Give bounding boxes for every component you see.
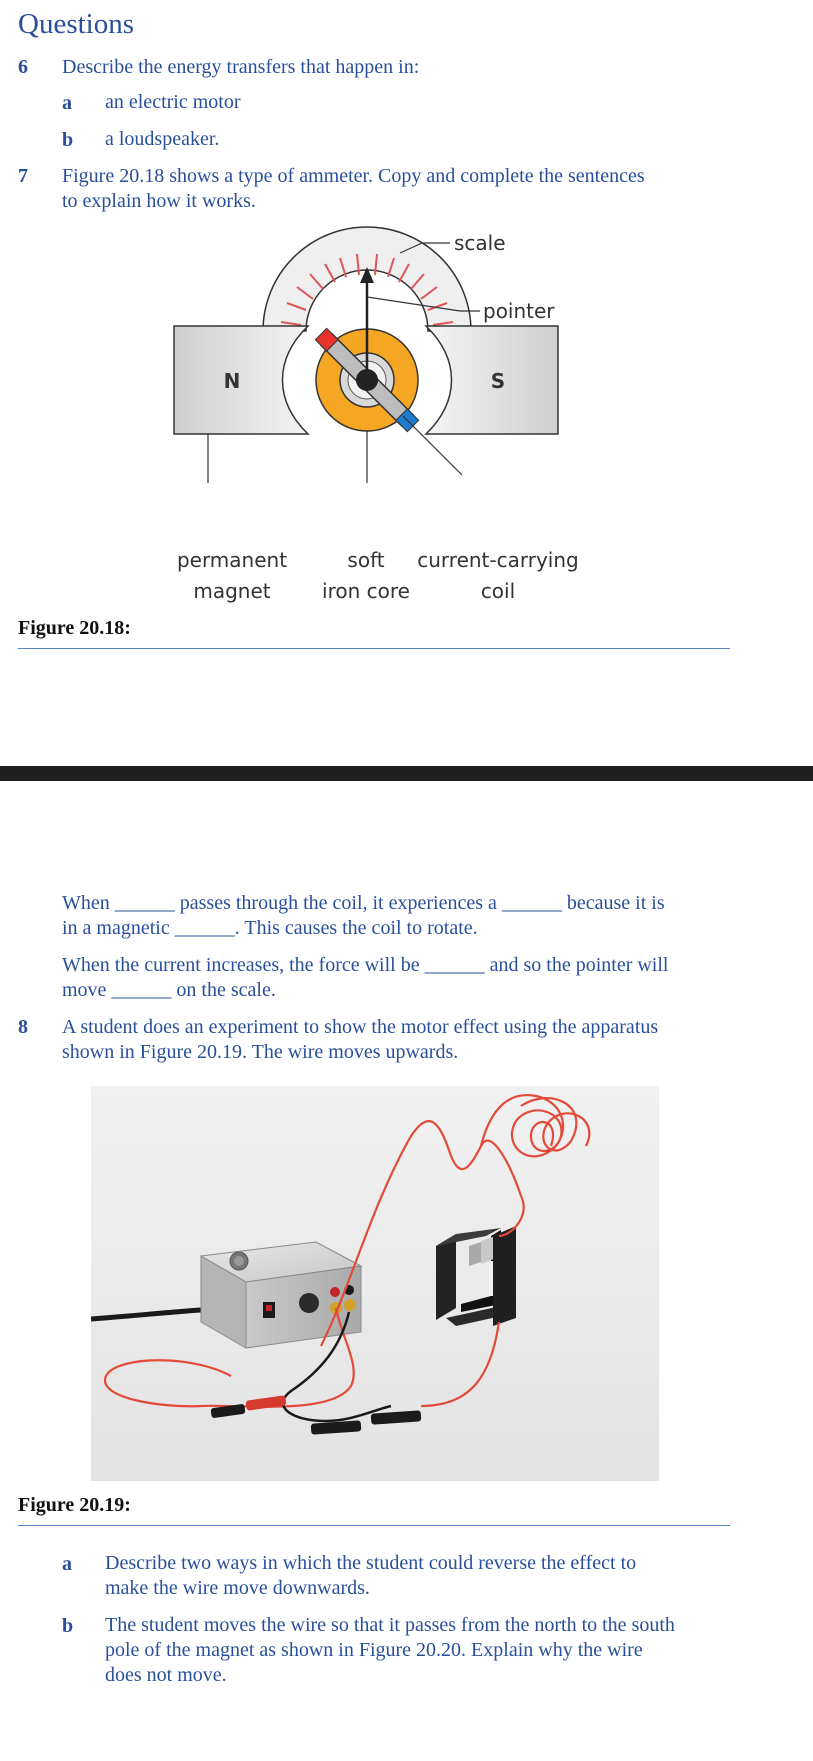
q8-part-b-line-2: pole of the magnet as shown in Figure 20.20. Explain why the wire <box>105 1639 643 1661</box>
power-supply-unit <box>201 1242 361 1348</box>
figure-20-18-caption: Figure 20.18: <box>18 617 131 639</box>
q8-part-a-line-2: make the wire move downwards. <box>105 1577 370 1599</box>
caption-rule-2 <box>18 1525 730 1526</box>
magnet-north-pole <box>174 326 308 434</box>
question-8-line-1: A student does an experiment to show the motor effect using the apparatus <box>62 1016 659 1038</box>
figure-20-19-caption: Figure 20.19: <box>18 1494 131 1516</box>
q7-sentence-2-line-2: move ______ on the scale. <box>62 979 276 1001</box>
caption-rule-1 <box>18 648 730 649</box>
page-separator-band <box>0 766 813 781</box>
q8-part-b-letter: b <box>62 1615 74 1637</box>
question-6-text: Describe the energy transfers that happen in: <box>62 56 420 78</box>
q7-sentence-2-line-1: When the current increases, the force will be ______ and so the pointer will <box>62 954 669 976</box>
q8-part-a-letter: a <box>62 1553 72 1575</box>
label-core-line-1: soft <box>347 548 385 572</box>
question-number-7: 7 <box>18 165 28 187</box>
q6-part-a-text: an electric motor <box>105 91 241 113</box>
label-south: S <box>490 369 506 393</box>
q6-part-b-text: a loudspeaker. <box>105 128 220 150</box>
q8-part-a-line-1: Describe two ways in which the student could reverse the effect to <box>105 1552 637 1574</box>
q8-part-b-line-3: does not move. <box>105 1664 227 1686</box>
label-magnet-line-1: permanent <box>176 548 288 572</box>
question-number-6: 6 <box>18 56 28 78</box>
question-7-line-2: to explain how it works. <box>62 190 256 212</box>
question-7-line-1: Figure 20.18 shows a type of ammeter. Copy and complete the sentences <box>62 165 645 187</box>
motor-effect-apparatus-photo <box>91 1086 659 1481</box>
label-coil-line-2: coil <box>480 579 516 603</box>
label-coil-line-1: current-carrying <box>417 548 579 572</box>
label-pointer: pointer <box>483 299 555 323</box>
ammeter-diagram <box>160 225 580 485</box>
q6-part-b-letter: b <box>62 129 74 151</box>
label-core-line-2: iron core <box>322 579 410 603</box>
label-current-carrying-coil <box>408 545 588 607</box>
q7-sentence-1-line-1: When ______ passes through the coil, it experiences a ______ because it is <box>62 892 665 914</box>
page-heading: Questions <box>18 8 134 40</box>
question-8-line-2: shown in Figure 20.19. The wire moves upwards. <box>62 1041 459 1063</box>
q6-part-a-letter: a <box>62 92 72 114</box>
label-magnet-line-2: magnet <box>193 579 271 603</box>
label-permanent-magnet <box>162 545 302 607</box>
label-scale: scale <box>454 231 506 255</box>
q8-part-b-line-1: The student moves the wire so that it passes from the north to the south <box>105 1614 675 1636</box>
label-north: N <box>223 369 241 393</box>
q7-sentence-1-line-2: in a magnetic ______. This causes the coil to rotate. <box>62 917 478 939</box>
question-number-8: 8 <box>18 1016 28 1038</box>
